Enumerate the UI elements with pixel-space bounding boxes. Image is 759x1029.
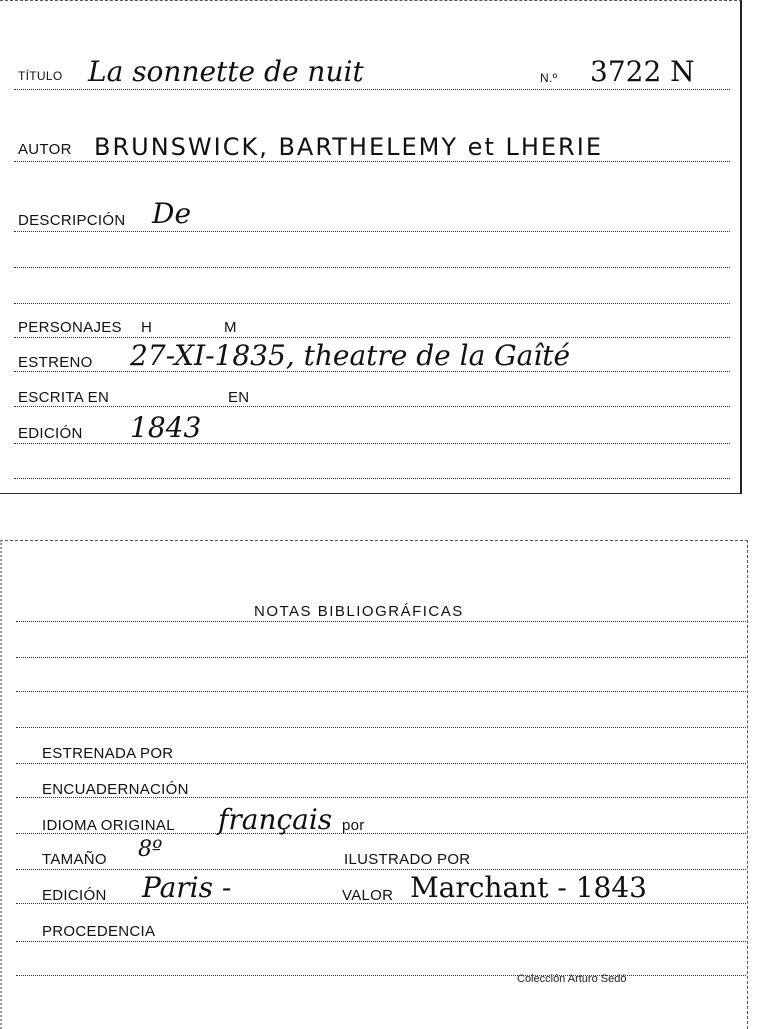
ruled-line [16,657,746,658]
catalog-card-front [0,0,742,494]
ruled-line [14,443,730,444]
descripcion-value: De [152,197,192,230]
estreno-value: 27-XI-1835, theatre de la Gaîté [130,339,571,372]
ruled-line [14,89,730,90]
idioma-value: français [218,803,333,836]
idioma-por: por [342,817,365,834]
personajes-label: PERSONAJES [18,319,122,336]
ruled-line [16,975,746,976]
estreno-label: ESTRENO [18,354,93,371]
ruled-line [14,406,730,407]
valor-label: VALOR [342,887,394,904]
escrita-label: ESCRITA EN [18,389,110,406]
estrenada-label: ESTRENADA POR [42,745,174,762]
ruled-line [16,727,746,728]
descripcion-label: DESCRIPCIÓN [18,212,126,229]
idioma-label: IDIOMA ORIGINAL [42,817,175,834]
edicion-back-label: EDICIÓN [42,887,107,904]
personajes-m: M [224,319,237,336]
autor-label: AUTOR [18,141,72,158]
ruled-line [14,337,730,338]
ruled-line [14,231,730,232]
ruled-line [16,941,746,942]
escrita-en-label: EN [228,389,250,406]
numero-label: N.º [540,71,558,85]
edicion-back-value: Paris - [142,871,232,904]
titulo-label: TÍTULO [18,69,63,83]
collection-footer: Colección Arturo Sedó [517,973,627,985]
ruled-line [14,478,730,479]
titulo-value: La sonnette de nuit [88,55,364,88]
personajes-h: H [141,319,153,336]
notas-heading: NOTAS BIBLIOGRÁFICAS [254,603,464,620]
tamano-value: 8º [138,837,163,862]
autor-value: BRUNSWICK, BARTHELEMY et LHERIE [94,133,603,161]
ruled-line [16,869,746,870]
procedencia-label: PROCEDENCIA [42,923,156,940]
ruled-line [16,763,746,764]
ruled-line [14,267,730,268]
tamano-label: TAMAÑO [42,851,107,868]
ruled-line [14,303,730,304]
encuadernacion-label: ENCUADERNACIÓN [42,781,189,798]
ruled-line [16,691,746,692]
valor-value: Marchant - 1843 [410,871,647,904]
catalog-card-back [0,540,748,1029]
edicion-label: EDICIÓN [18,425,83,442]
numero-value: 3722 N [590,55,695,88]
edicion-value: 1843 [130,411,202,444]
ruled-line [16,621,746,622]
ilustrado-label: ILUSTRADO POR [344,851,471,868]
ruled-line [14,161,730,162]
